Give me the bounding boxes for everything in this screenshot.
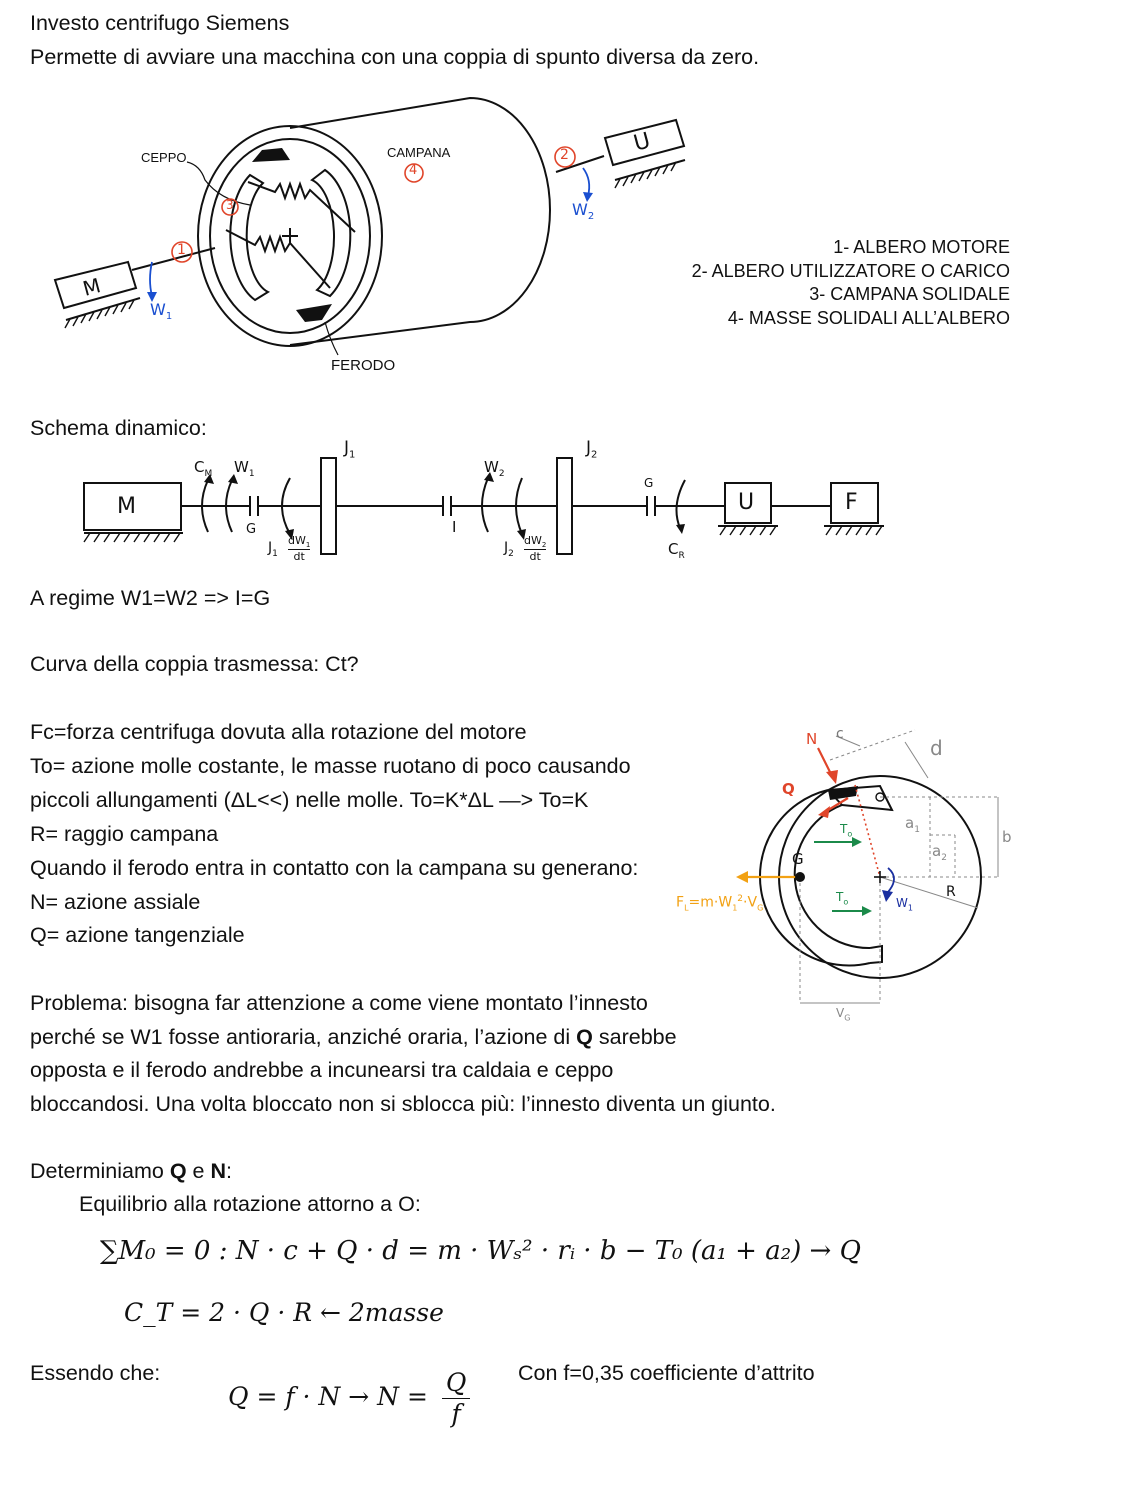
schema-w2-label: $W_2$ bbox=[484, 458, 505, 479]
problem-line-4: bloccandosi. Una volta bloccato non si sblocca più: l’innesto diventa un giunto. bbox=[30, 1092, 776, 1116]
legend-item: 1- ALBERO MOTORE bbox=[833, 237, 1010, 257]
marker-3: 3 bbox=[226, 198, 234, 212]
schema-heading: Schema dinamico: bbox=[30, 416, 207, 440]
determine-heading: Determiniamo Q e N: bbox=[30, 1159, 232, 1183]
legend-item: 3- CAMPANA SOLIDALE bbox=[809, 284, 1010, 304]
problem-line-3: opposta e il ferodo andrebbe a incunearsi tra caldaia e ceppo bbox=[30, 1058, 614, 1082]
torque-equation: C_T = 2 · Q · R ← 2masse bbox=[124, 1298, 444, 1327]
to-bottom-label: $T_o$ bbox=[836, 890, 849, 907]
problem-line-2: perché se W1 fosse antioraria, anziché oraria, l’azione di Q sarebbe bbox=[30, 1025, 677, 1049]
j1-term-label: $J_1$ bbox=[268, 540, 278, 559]
schema-load-label: U bbox=[738, 490, 755, 515]
fc-text: Fc=forza centrifuga dovuta alla rotazione del motore bbox=[30, 720, 527, 744]
q-over-f-fraction: $\frac{Q}{f}$ bbox=[442, 1368, 471, 1429]
curva-text: Curva della coppia trasmessa: Ct? bbox=[30, 652, 359, 676]
j1-label: $J_1$ bbox=[344, 438, 356, 461]
friction-equation: Q = f · N → N = $\frac{Q}{f}$ bbox=[228, 1368, 470, 1429]
j2-term-label: $J_2$ bbox=[504, 540, 514, 559]
i-label: I bbox=[452, 518, 457, 536]
force-n-label: N bbox=[806, 730, 818, 748]
schema-motor-label: M bbox=[117, 494, 136, 519]
regime-text: A regime W1=W2 => I=G bbox=[30, 586, 271, 610]
dim-vg-label: $V_G$ bbox=[836, 1006, 851, 1023]
r-text: R= raggio campana bbox=[30, 822, 219, 846]
dw2-dt-fraction: $dW_2$ dt bbox=[524, 534, 547, 564]
dim-b-label: b bbox=[1002, 828, 1012, 846]
dim-d-label: d bbox=[930, 736, 943, 760]
schema-w1-label: $W_1$ bbox=[234, 458, 255, 479]
centrifugal-force-label: $F_L=m\cdot W_1^2\cdot V_G$ bbox=[676, 894, 764, 913]
cm-label: $C_M$ bbox=[194, 458, 213, 479]
marker-2: 2 bbox=[560, 147, 569, 163]
legend-item: 4- MASSE SOLIDALI ALL’ALBERO bbox=[727, 307, 1010, 328]
j2-label: $J_2$ bbox=[586, 438, 598, 461]
problem-line-1: Problema: bisogna far attenzione a come viene montato l’innesto bbox=[30, 991, 648, 1015]
radius-r-label: R bbox=[946, 884, 956, 900]
quando-text: Quando il ferodo entra in contatto con la campana su generano: bbox=[30, 856, 639, 880]
label-ceppo: CEPPO bbox=[141, 150, 187, 165]
marker-1: 1 bbox=[177, 242, 186, 258]
dim-a2-label: $a_2$ bbox=[932, 842, 947, 863]
legend-item: 2- ALBERO UTILIZZATORE O CARICO bbox=[691, 260, 1010, 281]
n-text: N= azione assiale bbox=[30, 890, 201, 914]
label-ferodo: FERODO bbox=[331, 357, 396, 374]
schema-g2-label: G bbox=[644, 476, 654, 490]
force-q-label: Q bbox=[782, 780, 795, 798]
label-campana: CAMPANA bbox=[387, 145, 451, 160]
point-g-label: G bbox=[792, 850, 804, 868]
to-top-label: $T_o$ bbox=[840, 822, 853, 839]
dim-c-label: c bbox=[836, 726, 844, 742]
marker-4: 4 bbox=[409, 163, 418, 178]
moment-equation: ∑M₀ = 0 : N · c + Q · d = m · Wₛ² · rᵢ · b − T₀ (a₁ + a₂) → Q bbox=[100, 1236, 861, 1266]
schema-brake-label: F bbox=[845, 490, 858, 515]
dw1-dt-fraction: $dW_1$ dt bbox=[288, 534, 311, 564]
schema-g1-label: G bbox=[246, 522, 257, 537]
page-title: Investo centrifugo Siemens bbox=[30, 11, 290, 35]
to-text-1: To= azione molle costante, le masse ruotano di poco causando bbox=[30, 754, 631, 778]
equilibrium-text: Equilibrio alla rotazione attorno a O: bbox=[79, 1192, 421, 1216]
w1-label: $W_1$ bbox=[150, 300, 173, 323]
q-text: Q= azione tangenziale bbox=[30, 923, 245, 947]
w2-label: $W_2$ bbox=[572, 200, 595, 223]
cr-label: $C_R$ bbox=[668, 540, 685, 561]
intro-text: Permette di avviare una macchina con una coppia di spunto diversa da zero. bbox=[30, 45, 760, 69]
friction-text: Con f=0,35 coefficiente d’attrito bbox=[518, 1361, 815, 1385]
motor-block-label: M bbox=[80, 273, 104, 301]
to-text-2: piccoli allungamenti (ΔL<<) nelle molle. To=K*ΔL —> To=K bbox=[30, 788, 589, 812]
essendo-text: Essendo che: bbox=[30, 1361, 161, 1385]
dim-a1-label: $a_1$ bbox=[905, 814, 920, 835]
load-block-label: U bbox=[631, 128, 654, 157]
section-w1-label: $W_1$ bbox=[896, 896, 913, 913]
